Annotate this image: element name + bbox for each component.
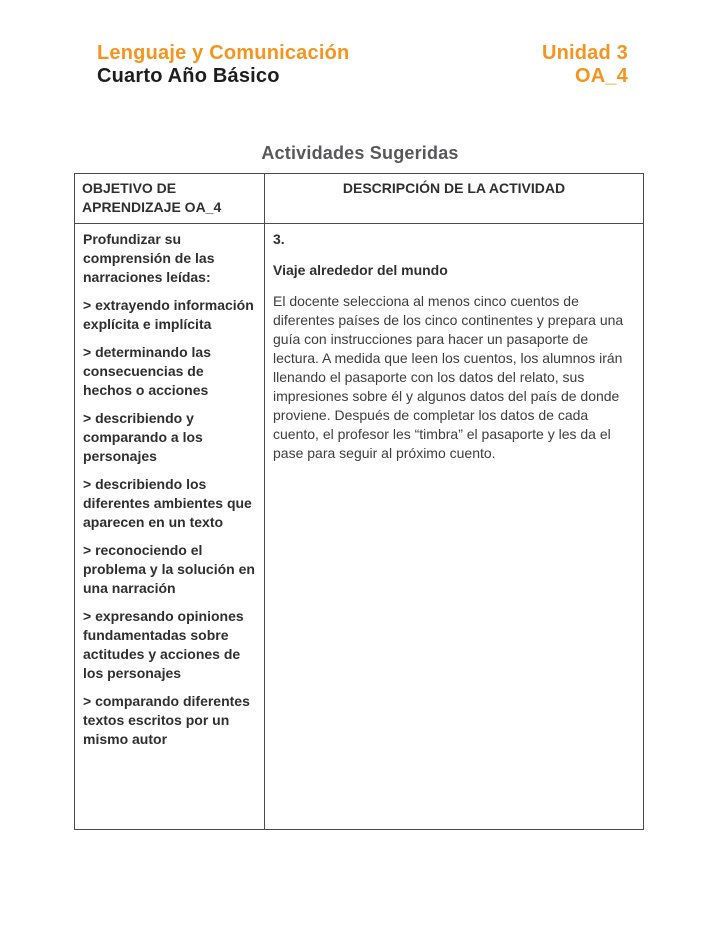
- objective-column-header: OBJETIVO DE APRENDIZAJE OA_4: [75, 174, 265, 224]
- header-left-block: [97, 42, 349, 88]
- objective-item: > extrayendo información explícita e implícita: [83, 297, 254, 332]
- objective-item: > comparando diferentes textos escritos por un mismo autor: [83, 693, 250, 747]
- header-right-block: [542, 42, 628, 88]
- activities-table: [74, 173, 644, 830]
- activity-cell: [265, 224, 644, 830]
- oa-label: OA_4: [574, 65, 628, 87]
- activity-column-header: DESCRIPCIÓN DE LA ACTIVIDAD: [265, 174, 644, 224]
- objective-item: > describiendo y comparando a los personajes: [83, 410, 203, 464]
- unit-label: Unidad 3: [541, 42, 628, 64]
- objective-items-list: [83, 296, 256, 749]
- table-header-row: [75, 174, 644, 224]
- objective-cell: [75, 224, 265, 830]
- course-title: Lenguaje y Comunicación: [97, 42, 350, 64]
- table-body-row: [75, 224, 644, 830]
- objective-intro: Profundizar su comprensión de las narraciones leídas:: [83, 231, 215, 285]
- section-title: Actividades Sugeridas: [261, 143, 459, 163]
- objective-item: > reconociendo el problema y la solución en una narración: [83, 542, 255, 596]
- grade-title: Cuarto Año Básico: [97, 65, 280, 87]
- objective-item: > determinando las consecuencias de hechos o acciones: [83, 344, 211, 398]
- activity-number: 3.: [273, 231, 285, 247]
- document-header: [0, 0, 720, 88]
- activity-title: Viaje alrededor del mundo: [273, 262, 448, 278]
- objective-item: > describiendo los diferentes ambientes que aparecen en un texto: [83, 476, 252, 530]
- objective-item: > expresando opiniones fundamentadas sobre actitudes y acciones de los personajes: [83, 608, 244, 681]
- activity-description: El docente selecciona al menos cinco cuentos de diferentes países de los cinco continentes y prepara una guía con instrucciones para hacer un pasaporte de lectura. A medida que leen los cuentos, los alumnos irán llenando el pasaporte con los datos del relato, sus impresiones sobre él y algunos datos del país de donde proviene. Después de completar los datos de cada cuento, el profesor les “timbra” el pasaporte y les da el pase para seguir al próximo cuento.: [273, 293, 624, 461]
